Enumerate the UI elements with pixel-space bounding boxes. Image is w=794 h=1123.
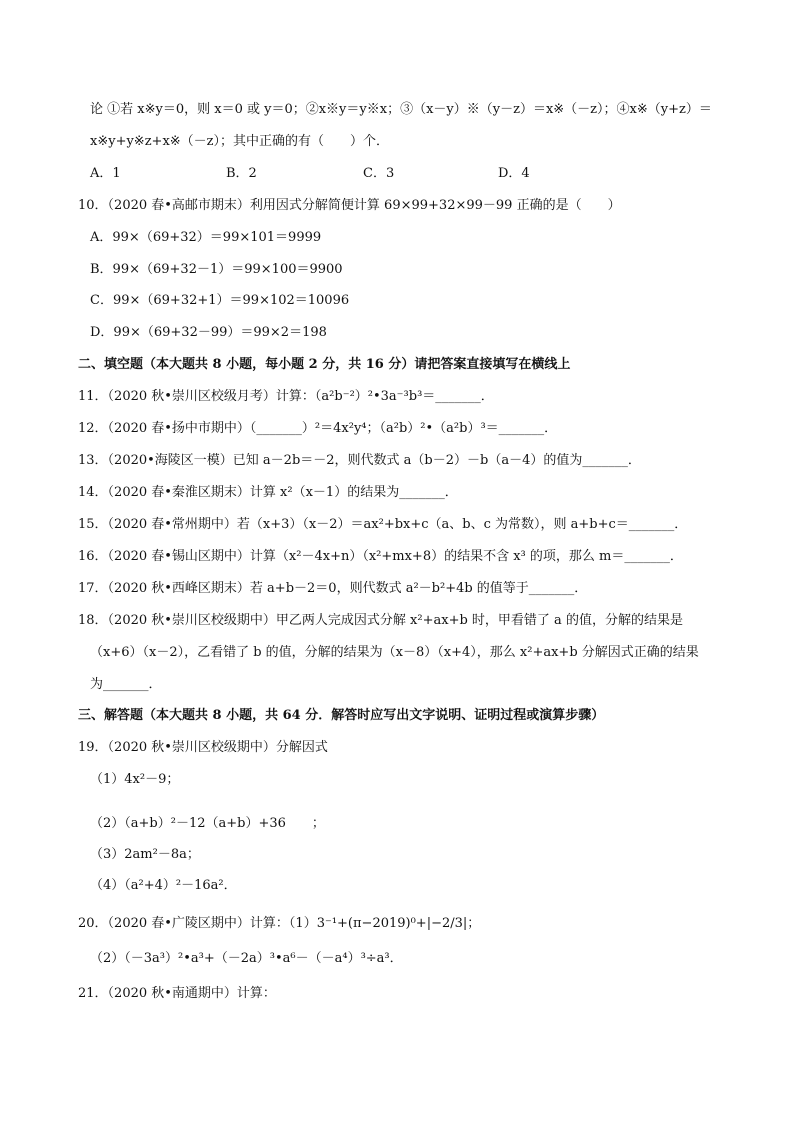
question-20: 20．（2020 春•广陵区期中）计算：（1）3⁻¹+(π−2019)⁰+|−2/3|；: [78, 916, 481, 931]
question-10-option-a: A．99×（69+32）＝99×101＝9999: [90, 230, 322, 245]
question-10-option-d: D．99×（69+32－99）＝99×2＝198: [90, 325, 327, 340]
question-13: 13．（2020•海陵区一模）已知 a－2b＝－2，则代数式 a（b－2）－b（a－4）的值为_______．: [78, 453, 641, 468]
question-14: 14．（2020 春•秦淮区期末）计算 x²（x－1）的结果为_______．: [78, 485, 458, 500]
question-10: 10．（2020 春•高邮市期末）利用因式分解简便计算 69×99+32×99－99 正确的是（ ）: [78, 198, 621, 213]
section-heading-solutions: 三、解答题（本大题共 8 小题，共 64 分．解答时应写出文字说明、证明过程或演算步骤）: [78, 708, 605, 723]
option-c: C．3: [363, 166, 395, 181]
question-20-part-2: （2）（－3a³）²•a³+（－2a）³•a⁶－（－a⁴）³÷a³．: [90, 951, 403, 966]
question-21: 21．（2020 秋•南通期中）计算：: [78, 986, 276, 1001]
question-9-continued-line-2: x※y+y※z+x※（－z）；其中正确的有（ ）个．: [90, 134, 390, 149]
question-12: 12．（2020 春•扬中市期中）（_______）²＝4x²y⁴；（a²b）²•（a²b）³＝_______．: [78, 421, 558, 436]
question-10-option-c: C．99×（69+32+1）＝99×102＝10096: [90, 293, 350, 308]
question-16: 16．（2020 春•锡山区期中）计算（x²－4x+n）（x²+mx+8）的结果不含 x³ 的项，那么 m＝_______．: [78, 549, 683, 564]
question-19-part-4: （4）（a²+4）²－16a²．: [90, 878, 237, 893]
question-18-line-1: 18．（2020 秋•崇川区校级期中）甲乙两人完成因式分解 x²+ax+b 时，甲看错了 a 的值，分解的结果是: [78, 613, 683, 628]
question-19-part-1: （1）4x²－9；: [90, 772, 180, 787]
question-19-part-2: （2）（a+b）²－12（a+b）+36 ；: [90, 816, 325, 831]
question-11: 11．（2020 秋•崇川区校级月考）计算：（a²b⁻²）²•3a⁻³b³＝_______．: [78, 389, 494, 404]
option-b: B．2: [226, 166, 257, 181]
question-17: 17．（2020 秋•西峰区期末）若 a+b－2＝0，则代数式 a²－b²+4b 的值等于_______．: [78, 581, 588, 596]
question-9-continued-line-1: 论 ①若 x※y＝0，则 x＝0 或 y＝0；②x※y＝y※x；③（x－y）※（y－z）＝x※（－z）；④x※（y+z）＝: [90, 102, 712, 117]
section-heading-fill-in: 二、填空题（本大题共 8 小题，每小题 2 分，共 16 分）请把答案直接填写在横线上: [78, 357, 571, 372]
option-d: D．4: [498, 166, 530, 181]
question-18-line-3: 为_______．: [90, 677, 162, 692]
question-15: 15．（2020 春•常州期中）若（x+3）（x－2）＝ax²+bx+c（a、b、c 为常数），则 a+b+c＝_______．: [78, 517, 688, 532]
question-19-part-3: （3）2am²－8a；: [90, 847, 200, 862]
option-a: A．1: [90, 166, 121, 181]
question-19: 19．（2020 秋•崇川区校级期中）分解因式: [78, 740, 328, 755]
question-18-line-2: （x+6）（x－2），乙看错了 b 的值，分解的结果为（x－8）（x+4），那么 x²+ax+b 分解因式正确的结果: [90, 645, 699, 660]
question-10-option-b: B．99×（69+32－1）＝99×100＝9900: [90, 262, 343, 277]
